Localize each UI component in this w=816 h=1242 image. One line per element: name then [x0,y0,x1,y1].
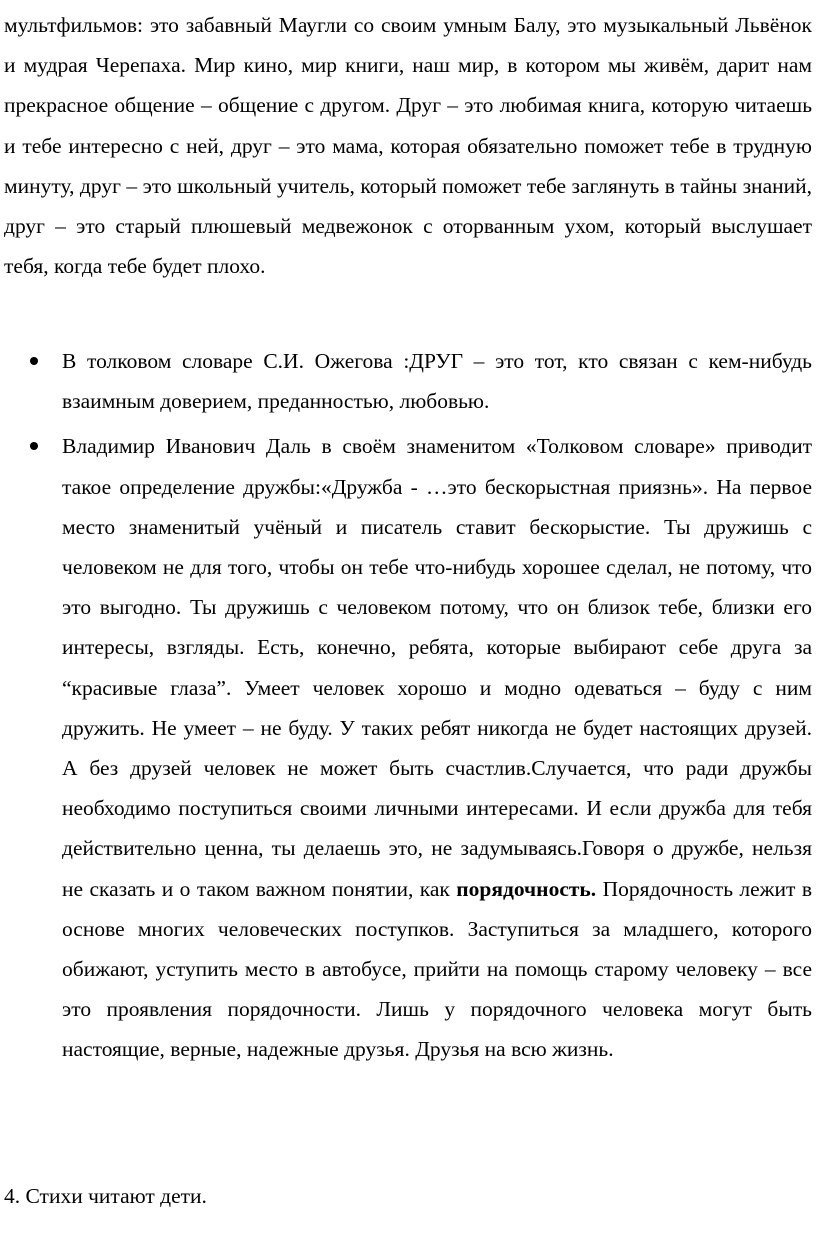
intro-paragraph: мультфильмов: это забавный Маугли со своим умным Балу, это музыкальный Львёнок и мудрая Черепаха. Мир кино, мир книги, наш мир, в котором мы живём, дарит нам прекрасное общение – общение с другом. Друг – это любимая книга, которую читаешь и тебе интересно с ней, друг – это мама, которая обязательно поможет тебе в трудную минуту, друг – это школьный учитель, который поможет тебе заглянуть в тайны знаний, друг – это старый плюшевый медвежонок с оторванным ухом, который выслушает тебя, когда тебе будет плохо. [4,13,812,279]
bullet-list [0,341,816,1070]
list-item-text: В толковом словаре С.И. Ожегова :ДРУГ – это тот, кто связан с кем-нибудь взаимным доверием, преданностью, любовью. [62,349,812,414]
bullet-icon [30,442,38,450]
bullet-icon [30,357,38,365]
list-item-text-after: Порядочность лежит в основе многих человеческих поступков. Заступиться за младшего, которого обижают, уступить место в автобусе, прийти на помощь старому человеку – все это проявления порядочности. Лишь у порядочного человека могут быть настоящие, верные, надежные друзья. Друзья на всю жизнь. [62,876,813,1062]
list-item-text-before: Владимир Иванович Даль в своём знаменитом «Толковом словаре» приводит такое определение дружбы:«Дружба - …это бескорыстная приязнь». На первое место знаменитый учёный и писатель ставит бескорыстие. Ты дружишь с человеком не для того, чтобы он тебе что-нибудь хорошее сделал, не потому, что это выгодно. Ты дружишь с человеком потому, что он близок тебе, близки его интересы, взгляды. Есть, конечно, ребята, которые выбирают себе друга за “красивые глаза”. Умеет человек хорошо и модно одеваться – буду с ним дружить. Не умеет – не буду. У таких ребят никогда не будет настоящих друзей. А без друзей человек не может быть счастлив.Случается, что ради дружбы необходимо поступиться своими личными интересами. И если дружба для тебя действительно ценна, ты делаешь это, не задумываясь.Говоря о дружбе, нельзя не сказать и о таком важном понятии, как [62,434,812,901]
list-item-ozhegov-definition [62,341,812,421]
bold-term: порядочность. [456,876,597,901]
list-item-dal-definition [62,426,812,1069]
section-heading: 4. Стихи читают дети. [4,1184,207,1208]
